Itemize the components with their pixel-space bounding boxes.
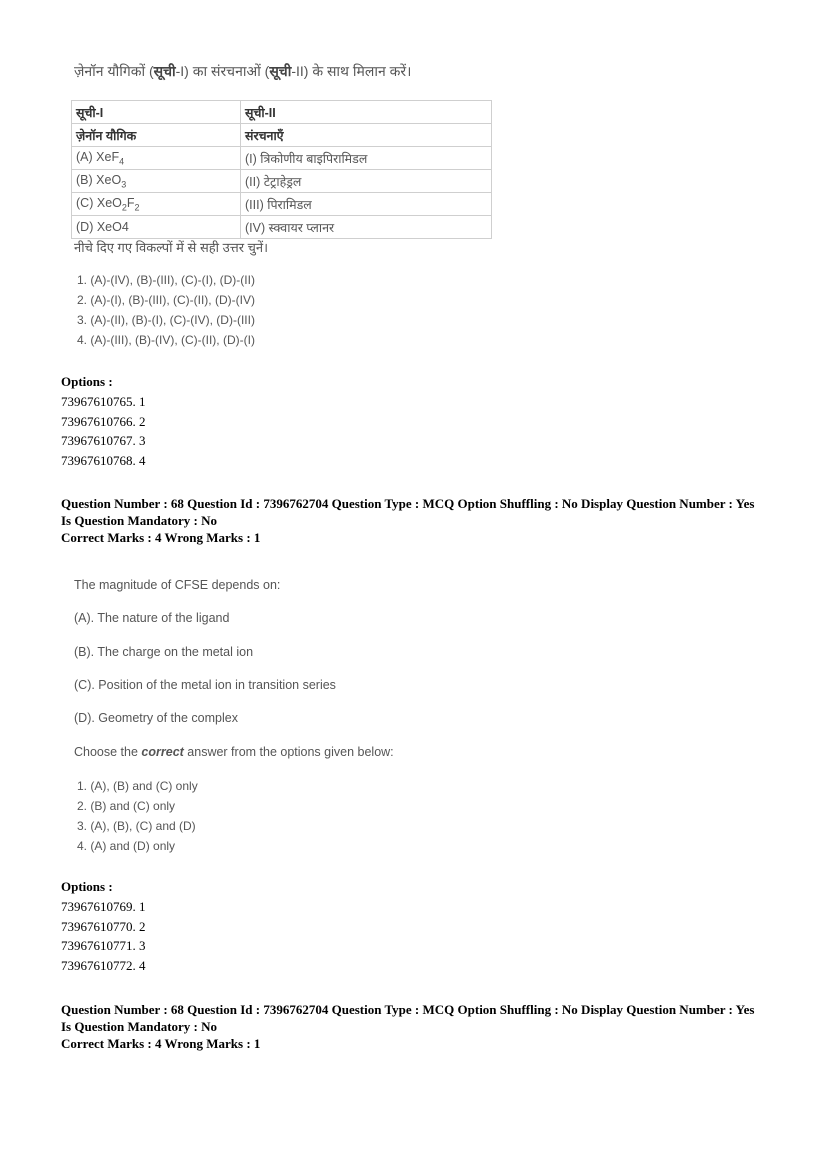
table-row: [72, 216, 492, 239]
option-item: 73967610769. 1: [61, 899, 146, 914]
meta-line: Correct Marks : 4 Wrong Marks : 1: [61, 1036, 261, 1051]
choice-item: 1. (A)-(IV), (B)-(III), (C)-(I), (D)-(II): [77, 273, 255, 287]
choice-list: [77, 776, 198, 856]
choice-item: 2. (B) and (C) only: [77, 799, 176, 813]
meta-line: Correct Marks : 4 Wrong Marks : 1: [61, 530, 261, 545]
option-item: 73967610767. 3: [61, 433, 146, 448]
table-cell: (C) $XeO_2F_2$: [72, 193, 241, 216]
table-row: [72, 170, 492, 193]
option-item: 73967610771. 3: [61, 938, 146, 953]
table-header-row: [72, 101, 492, 124]
table-cell: (III) पिरामिडल: [241, 193, 492, 216]
table-cell: (D) XeO4: [72, 216, 241, 239]
intro-bold: सूची: [269, 63, 292, 79]
table-row: [72, 193, 492, 216]
meta-line: Is Question Mandatory : No: [61, 513, 218, 528]
statement-item: (C). Position of the metal ion in transition series: [74, 678, 336, 692]
intro-bold: सूची: [153, 63, 176, 79]
options-label: Options :: [61, 879, 113, 894]
choice-item: 3. (A), (B), (C) and (D): [77, 819, 196, 833]
meta-line: Question Number : 68 Question Id : 7396762704 Question Type : MCQ Option Shuffling : No Display Question Number : Yes: [61, 1002, 755, 1017]
table-subheader-row: [72, 124, 492, 147]
instruction-text: Choose the: [74, 745, 142, 759]
table-cell: (I) त्रिकोणीय बाइपिरामिडल: [241, 147, 492, 170]
question-meta: [61, 495, 781, 546]
table-row: [72, 147, 492, 170]
options-block: [61, 374, 146, 470]
question-stem: The magnitude of CFSE depends on:: [74, 578, 281, 592]
option-item: 73967610765. 1: [61, 394, 146, 409]
question-meta: [61, 1001, 781, 1052]
choice-list: [77, 270, 255, 350]
instruction-emphasis: correct: [141, 745, 184, 759]
option-item: 73967610768. 4: [61, 452, 146, 468]
options-label: Options :: [61, 374, 113, 389]
question-intro: [74, 62, 411, 81]
choice-item: 4. (A)-(III), (B)-(IV), (C)-(II), (D)-(I): [77, 333, 255, 347]
statement-item: (D). Geometry of the complex: [74, 711, 238, 725]
intro-text: -II) के साथ मिलान करें।: [291, 63, 412, 79]
option-item: 73967610770. 2: [61, 918, 146, 934]
statement-item: (B). The charge on the metal ion: [74, 645, 254, 659]
intro-text: ज़ेनॉन यौगिकों (: [74, 63, 154, 79]
table-header-cell: सूची-II: [241, 101, 492, 124]
table-cell: (A) XeF$_4$: [72, 147, 241, 170]
choice-item: 2. (A)-(I), (B)-(III), (C)-(II), (D)-(IV): [77, 293, 255, 307]
question-instruction: [74, 745, 394, 759]
meta-line: Is Question Mandatory : No: [61, 1019, 218, 1034]
statement-item: (A). The nature of the ligand: [74, 611, 230, 625]
choice-item: 1. (A), (B) and (C) only: [77, 779, 198, 793]
option-item: 73967610772. 4: [61, 957, 146, 973]
option-item: 73967610766. 2: [61, 413, 146, 429]
table-cell: (B) XeO$_3$: [72, 170, 241, 193]
question-instruction: नीचे दिए गए विकल्पों में से सही उत्तर चुनें।: [74, 240, 269, 255]
options-block: [61, 879, 146, 975]
meta-line: Question Number : 68 Question Id : 7396762704 Question Type : MCQ Option Shuffling : No Display Question Number : Yes: [61, 496, 755, 511]
table-header-cell: सूची-I: [72, 101, 241, 124]
match-table: [71, 100, 492, 239]
table-cell: (IV) स्क्वायर प्लानर: [241, 216, 492, 239]
table-cell: (II) टेट्राहेड्रल: [241, 170, 492, 193]
table-subheader-cell: संरचनाएँ: [241, 124, 492, 147]
choice-item: 3. (A)-(II), (B)-(I), (C)-(IV), (D)-(III): [77, 313, 255, 327]
table-subheader-cell: ज़ेनॉन यौगिक: [72, 124, 241, 147]
choice-item: 4. (A) and (D) only: [77, 839, 176, 853]
instruction-text: answer from the options given below:: [183, 745, 394, 759]
intro-text: -I) का संरचनाओं (: [175, 63, 270, 79]
